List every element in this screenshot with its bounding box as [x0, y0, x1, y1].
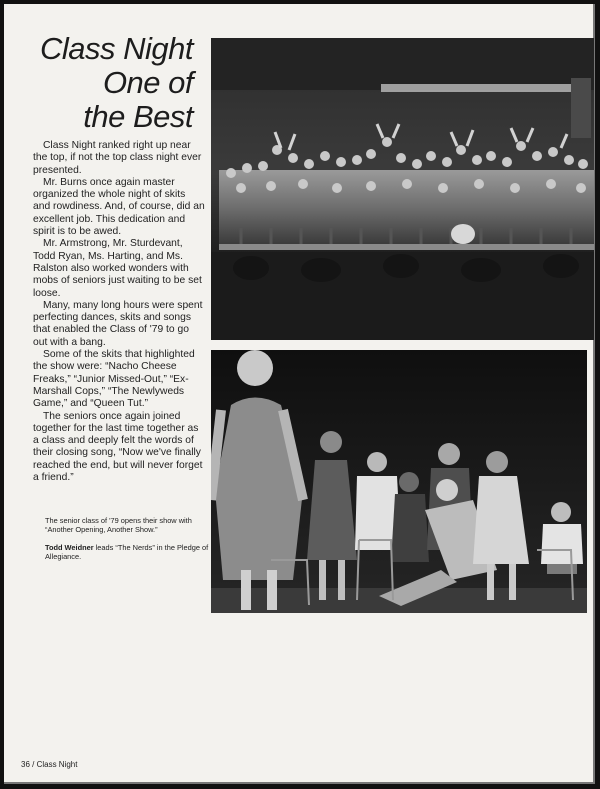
caption-text: leads “The Nerds” in the Pledge of Allegiance. — [45, 543, 209, 561]
paragraph: Some of the skits that highlighted the show were: “Nacho Cheese Freaks,” “Junior Missed-Out,” “Ex-Marshall Cops,” “The Newlyweds Game,” and “Queen Tut.” — [33, 349, 195, 410]
paragraph: Class Night ranked right up near the top, if not the top class night ever presented. — [33, 140, 202, 176]
article-title — [40, 32, 193, 134]
article-body — [33, 140, 205, 484]
paragraph: Mr. Armstrong, Mr. Sturdevant, Todd Ryan, Ms. Harting, and Ms. Ralston also worked wonders with mobs of seniors just waiting to be set loose. — [33, 238, 202, 299]
photo-caption-bottom — [45, 543, 210, 561]
paragraph: The seniors once again joined together for the last time together as a class and deeply felt the words of their closing song, “Now we've finally reached the end, but will never forget a friend.” — [33, 410, 203, 484]
stage-group-photo — [211, 38, 594, 340]
caption-name: Todd Weidner — [45, 543, 94, 552]
stage-group-photo-image — [211, 38, 594, 340]
title-line-3: the Best — [83, 99, 193, 134]
yearbook-page — [4, 4, 595, 784]
photo-caption-top: The senior class of '79 opens their show with “Another Opening, Another Show.” — [45, 516, 192, 534]
nerds-skit-photo — [211, 350, 587, 613]
title-line-1: Class Night — [40, 31, 193, 66]
paragraph: Mr. Burns once again master organized the whole night of skits and rowdiness. And, of course, did an excellent job. This dedication and spirit is to be awed. — [33, 176, 205, 238]
page-folio: 36 / Class Night — [21, 760, 78, 769]
nerds-skit-photo-image — [211, 350, 587, 613]
paragraph: Many, many long hours were spent perfecting dances, skits and songs that enabled the Class of '79 to go out with a bang. — [33, 299, 203, 348]
title-line-2: One of — [102, 65, 193, 100]
